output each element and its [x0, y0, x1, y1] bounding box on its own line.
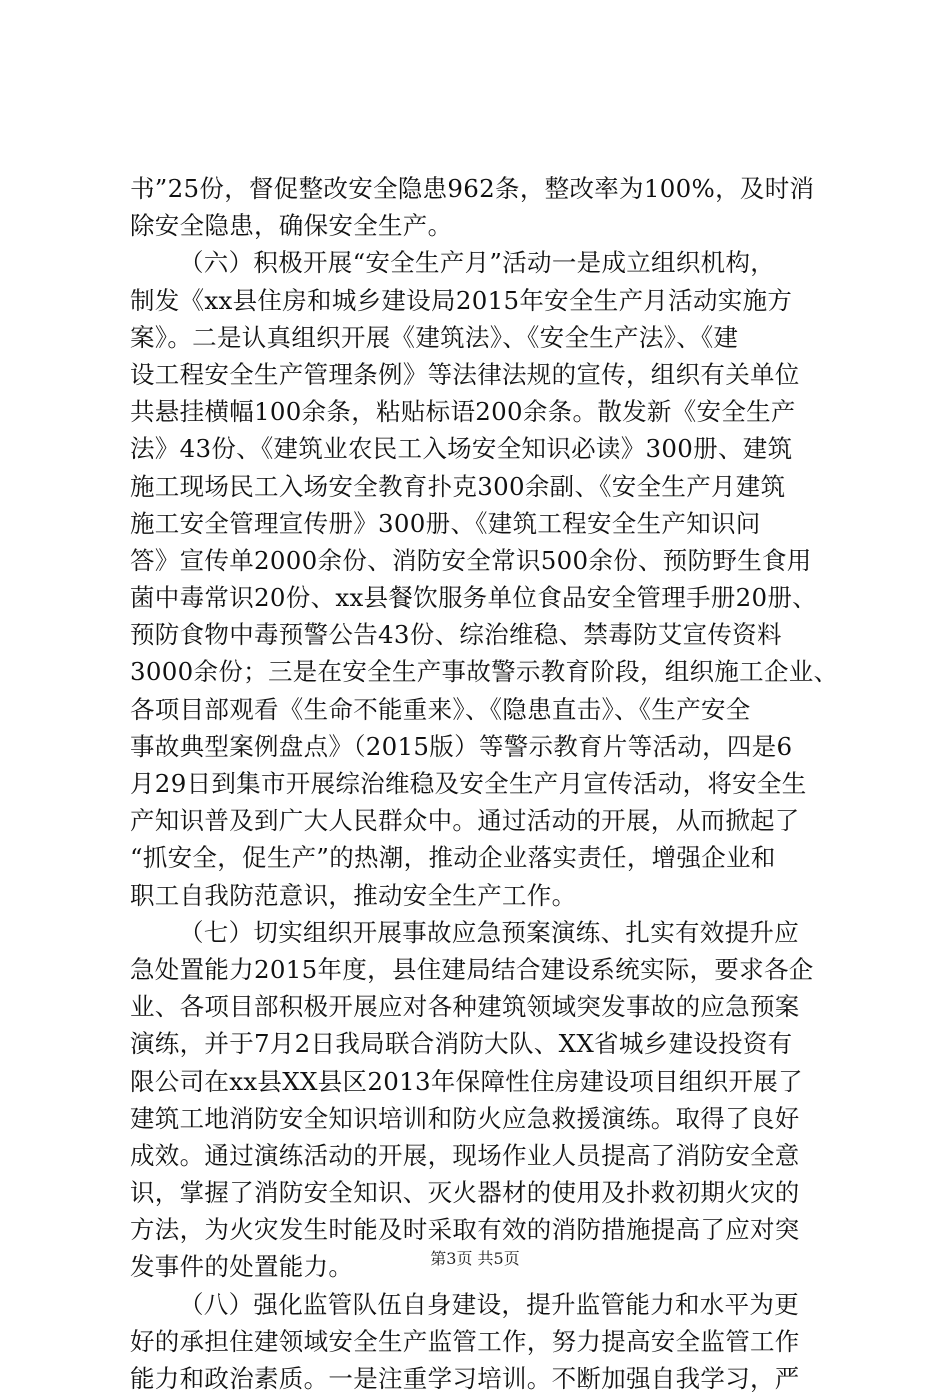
- text-line: 3000余份；三是在安全生产事故警示教育阶段，组织施工企业、: [130, 657, 839, 687]
- text-line: 预防食物中毒预警公告43份、综治维稳、禁毒防艾宣传资料: [130, 620, 782, 650]
- text-line: 各项目部观看《生命不能重来》、《隐患直击》、《生产安全: [130, 694, 751, 724]
- text-line: 事故典型案例盘点》（2015版）等警示教育片等活动，四是6: [130, 731, 793, 761]
- text-line: 共悬挂横幅100余条，粘贴标语200余条。散发新《安全生产: [130, 397, 796, 427]
- text-line: 制发《xx县住房和城乡建设局2015年安全生产月活动实施方: [130, 285, 793, 315]
- text-line: “抓安全，促生产”的热潮，推动企业落实责任，增强企业和: [130, 843, 776, 873]
- section-6-heading: （六）积极开展“安全生产月”活动一是成立组织机构，: [179, 248, 776, 278]
- text-line: 急处置能力2015年度，县住建局结合建设系统实际，要求各企: [130, 954, 814, 984]
- text-line: 菌中毒常识20份、xx县餐饮服务单位食品安全管理手册20册、: [130, 583, 817, 613]
- text-line: 设工程安全生产管理条例》等法律法规的宣传，组织有关单位: [130, 359, 800, 389]
- text-line: 施工安全管理宣传册》300册、《建筑工程安全生产知识问: [130, 508, 761, 538]
- text-line: 产知识普及到广大人民群众中。通过活动的开展，从而掀起了: [130, 806, 800, 836]
- text-line: 施工现场民工入场安全教育扑克300余副、《安全生产月建筑: [130, 471, 786, 501]
- text-line: 月29日到集市开展综治维稳及安全生产月宣传活动，将安全生: [130, 769, 807, 798]
- section-8-heading: （八）强化监管队伍自身建设，提升监管能力和水平为更: [179, 1289, 799, 1319]
- text-line: 发事件的处置能力。: [130, 1252, 354, 1282]
- text-line: 业、各项目部积极开展应对各种建筑领域突发事故的应急预案: [130, 992, 800, 1022]
- text-line: 方法，为火灾发生时能及时采取有效的消防措施提高了应对突: [130, 1215, 800, 1245]
- text-line: 答》宣传单2000余份、消防安全常识500余份、预防野生食用: [130, 545, 812, 575]
- text-line: 除安全隐患，确保安全生产。: [130, 211, 453, 241]
- text-line: 建筑工地消防安全知识培训和防火应急救援演练。取得了良好: [130, 1103, 800, 1133]
- section-7-heading: （七）切实组织开展事故应急预案演练、扎实有效提升应: [179, 917, 799, 947]
- text-line: 书”25份，督促整改安全隐患962条，整改率为100%，及时消: [130, 174, 815, 203]
- text-line: 演练，并于7月2日我局联合消防大队、XX省城乡建设投资有: [130, 1029, 793, 1059]
- text-line: 识，掌握了消防安全知识、灭火器材的使用及扑救初期火灾的: [130, 1178, 800, 1208]
- text-line: 能力和政治素质。一是注重学习培训。不断加强自我学习，严: [130, 1364, 800, 1393]
- text-line: 法》43份、《建筑业农民工入场安全知识必读》300册、建筑: [130, 434, 793, 464]
- page-number-footer: 第3页 共5页: [430, 1249, 520, 1268]
- text-line: 好的承担住建领域安全生产监管工作，努力提高安全监管工作: [130, 1326, 800, 1356]
- text-line: 成效。通过演练活动的开展，现场作业人员提高了消防安全意: [130, 1140, 800, 1170]
- document-body: [130, 170, 839, 1397]
- text-line: 限公司在xx县XX县区2013年保障性住房建设项目组织开展了: [130, 1066, 803, 1096]
- text-line: 职工自我防范意识，推动安全生产工作。: [130, 880, 577, 910]
- text-line: 案》。二是认真组织开展《建筑法》、《安全生产法》、《建: [130, 322, 739, 352]
